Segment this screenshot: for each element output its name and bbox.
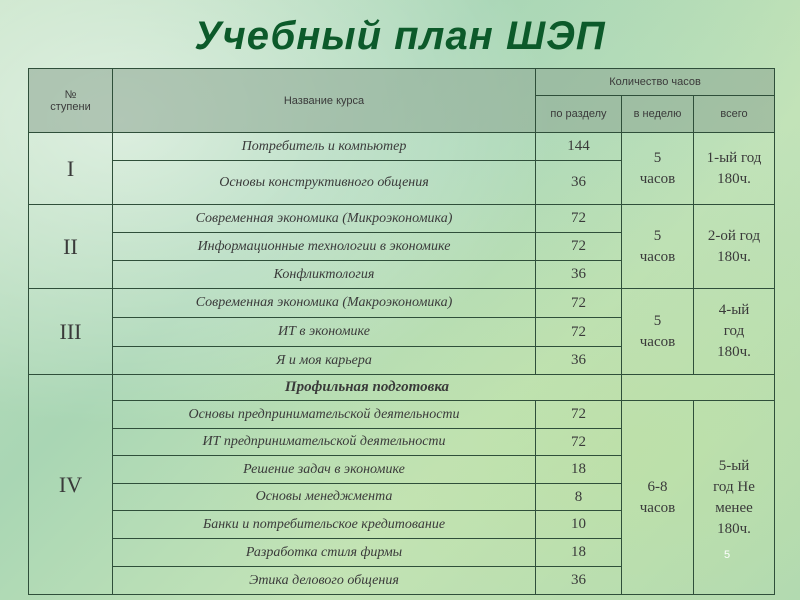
section-heading: Профильная подготовка — [113, 375, 622, 401]
course-name: Разработка стиля фирмы — [113, 539, 536, 567]
header-per-section: по разделу — [536, 96, 622, 133]
course-name: Основы конструктивного общения — [113, 161, 536, 205]
course-name: Я и моя карьера — [113, 347, 536, 375]
hours-total: 1-ый год 180ч. — [694, 133, 775, 205]
course-name: Современная экономика (Микроэкономика) — [113, 205, 536, 233]
course-name: Банки и потребительское кредитование — [113, 511, 536, 539]
course-hours: 72 — [536, 233, 622, 261]
header-stage: № ступени — [29, 69, 113, 133]
course-hours: 10 — [536, 511, 622, 539]
course-hours: 18 — [536, 539, 622, 567]
header-total: всего — [694, 96, 775, 133]
course-name: ИТ в экономике — [113, 318, 536, 347]
course-name: Этика делового общения — [113, 567, 536, 595]
hours-total: 5-ый год Не менее 180ч. — [694, 401, 775, 595]
curriculum-table — [28, 68, 775, 595]
hours-total: 4-ый год 180ч. — [694, 289, 775, 375]
course-hours: 72 — [536, 318, 622, 347]
course-hours: 72 — [536, 429, 622, 456]
course-hours: 8 — [536, 484, 622, 511]
course-hours: 18 — [536, 456, 622, 484]
stage-label: IV — [29, 375, 113, 595]
course-name: Информационные технологии в экономике — [113, 233, 536, 261]
hours-per-week: 6-8 часов — [622, 401, 694, 595]
header-hours-group: Количество часов — [536, 69, 775, 96]
hours-per-week: 5 часов — [622, 289, 694, 375]
course-hours: 36 — [536, 347, 622, 375]
section-heading-blank — [622, 375, 775, 401]
course-name: Потребитель и компьютер — [113, 133, 536, 161]
course-name: Современная экономика (Макроэкономика) — [113, 289, 536, 318]
course-hours: 36 — [536, 161, 622, 205]
hours-per-week: 5 часов — [622, 133, 694, 205]
course-hours: 72 — [536, 401, 622, 429]
course-name: ИТ предпринимательской деятельности — [113, 429, 536, 456]
page-number: 5 — [724, 549, 731, 561]
hours-per-week: 5 часов — [622, 205, 694, 289]
page-title: Учебный план ШЭП — [194, 14, 606, 58]
hours-total: 2-ой год 180ч. — [694, 205, 775, 289]
header-per-week: в неделю — [622, 96, 694, 133]
stage-label: II — [29, 205, 113, 289]
course-hours: 36 — [536, 261, 622, 289]
stage-label: III — [29, 289, 113, 375]
course-name: Основы предпринимательской деятельности — [113, 401, 536, 429]
course-hours: 72 — [536, 205, 622, 233]
course-name: Конфликтология — [113, 261, 536, 289]
course-hours: 144 — [536, 133, 622, 161]
header-course: Название курса — [113, 69, 536, 133]
stage-label: I — [29, 133, 113, 205]
course-name: Основы менеджмента — [113, 484, 536, 511]
course-hours: 36 — [536, 567, 622, 595]
course-hours: 72 — [536, 289, 622, 318]
course-name: Решение задач в экономике — [113, 456, 536, 484]
